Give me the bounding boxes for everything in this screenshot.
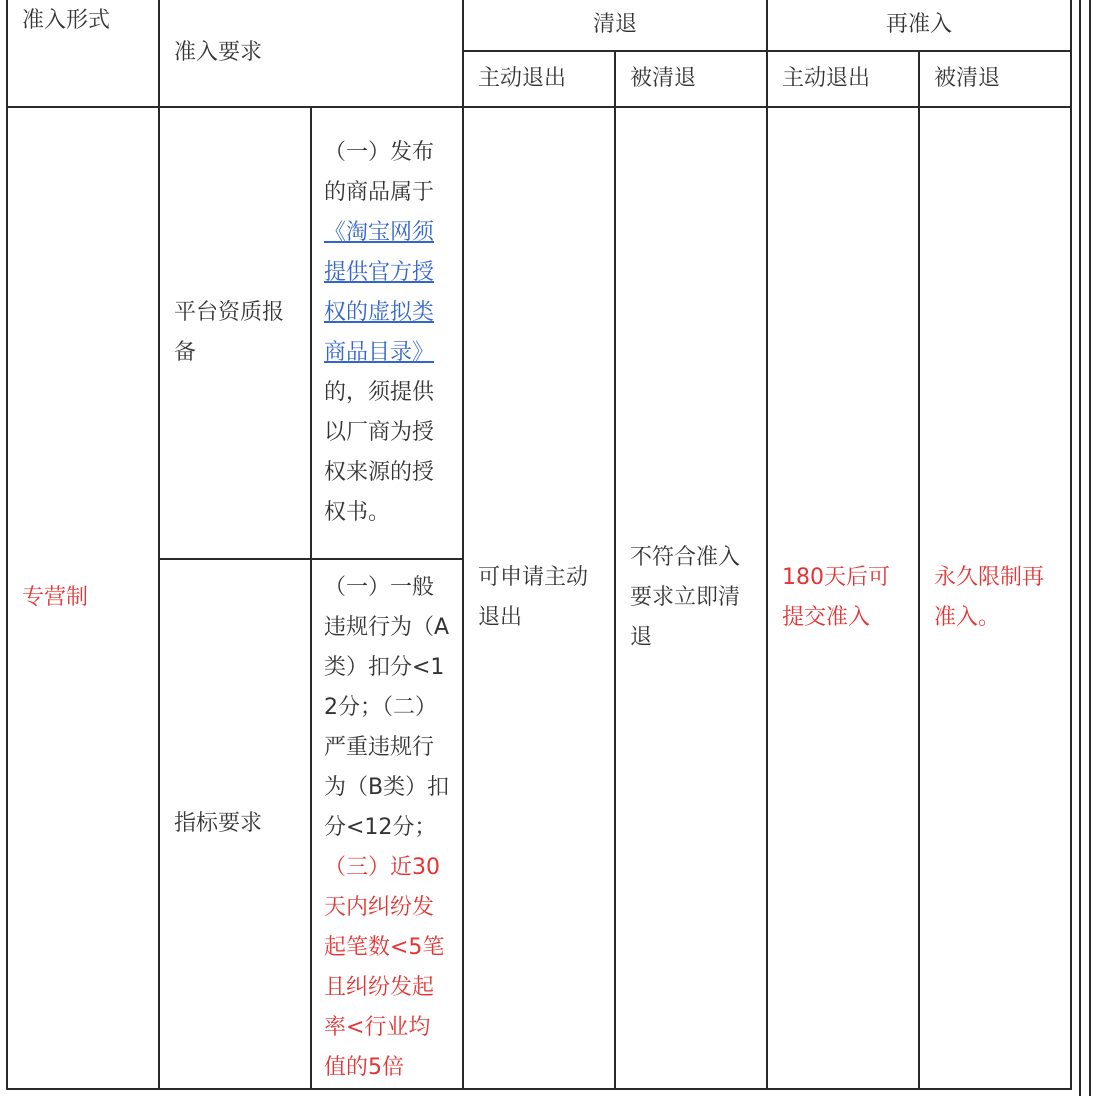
virtual-goods-catalog-link[interactable]: 《淘宝网须提供官方授权的虚拟类商品目录》 bbox=[324, 220, 435, 365]
admission-rules-table bbox=[6, 0, 1072, 1090]
readmit-voluntary-value: 180天后可提交准入 bbox=[767, 107, 919, 1089]
voluntary-exit-value: 可申请主动退出 bbox=[463, 107, 615, 1089]
metric-label: 指标要求 bbox=[159, 559, 311, 1089]
platform-qualification-label: 平台资质报备 bbox=[159, 107, 311, 559]
metric-req-normal: （一）一般违规行为（A类）扣分<12分；（二）严重违规行为（B类）扣分<12分； bbox=[324, 575, 450, 840]
header-readmit-cleared: 被清退 bbox=[919, 51, 1071, 107]
metric-req-dispute: （三）近30天内纠纷发起笔数<5笔且纠纷发起率<行业均值的5倍 bbox=[324, 855, 445, 1080]
header-readmit-voluntary-exit: 主动退出 bbox=[767, 51, 919, 107]
header-re-admit: 再准入 bbox=[767, 0, 1071, 51]
platform-req-post: 的，须提供以厂商为授权来源的授权书。 bbox=[324, 380, 435, 525]
form-value: 专营制 bbox=[7, 107, 159, 1089]
header-row-1 bbox=[7, 0, 1071, 51]
metric-requirement-text bbox=[311, 559, 463, 1089]
header-cleared: 被清退 bbox=[615, 51, 767, 107]
header-requirement: 准入要求 bbox=[159, 0, 463, 107]
platform-req-pre: （一）发布的商品属于 bbox=[324, 140, 435, 205]
header-clear-out: 清退 bbox=[463, 0, 767, 51]
platform-row bbox=[7, 107, 1071, 559]
page-edge-scrollbar[interactable] bbox=[1079, 0, 1091, 1096]
cleared-value: 不符合准入要求立即清退 bbox=[615, 107, 767, 1089]
readmit-cleared-value: 永久限制再准入。 bbox=[919, 107, 1071, 1089]
header-form: 准入形式 bbox=[7, 0, 159, 107]
header-voluntary-exit: 主动退出 bbox=[463, 51, 615, 107]
platform-requirement-text bbox=[311, 107, 463, 559]
